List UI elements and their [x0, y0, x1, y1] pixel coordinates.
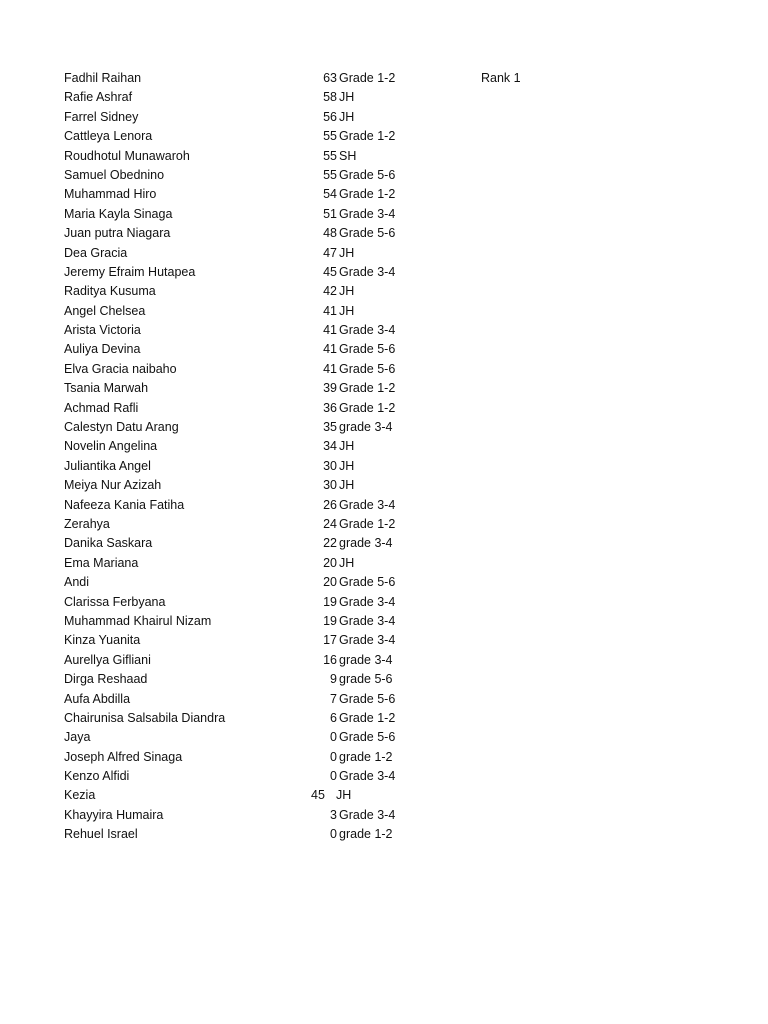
student-grade: Grade 3-4 [339, 769, 396, 784]
table-row [0, 108, 768, 127]
student-grade: Grade 1-2 [339, 516, 396, 531]
student-name: Elva Gracia naibaho [64, 361, 177, 376]
student-grade: Grade 3-4 [339, 206, 396, 221]
table-row [0, 554, 768, 573]
student-grade: Grade 3-4 [339, 633, 396, 648]
student-grade: Grade 1-2 [339, 129, 396, 144]
table-row [0, 515, 768, 534]
student-score: 20 [323, 575, 337, 590]
table-row [0, 786, 768, 805]
student-score: 19 [323, 594, 337, 609]
table-row [0, 806, 768, 825]
table-row [0, 399, 768, 418]
student-name: Farrel Sidney [64, 109, 139, 124]
student-grade: Grade 5-6 [339, 730, 396, 745]
student-name: Clarissa Ferbyana [64, 594, 166, 609]
student-grade: Grade 3-4 [339, 323, 396, 338]
student-name: Jeremy Efraim Hutapea [64, 264, 196, 279]
student-name: Juliantika Angel [64, 458, 151, 473]
student-grade: Grade 5-6 [339, 361, 396, 376]
student-score: 54 [323, 187, 337, 202]
student-grade: Grade 3-4 [339, 613, 396, 628]
table-row [0, 709, 768, 728]
table-row [0, 302, 768, 321]
student-name: Calestyn Datu Arang [64, 420, 179, 435]
student-name: Dea Gracia [64, 245, 128, 260]
student-name: Kinza Yuanita [64, 633, 141, 648]
table-row [0, 573, 768, 592]
student-grade: JH [339, 109, 355, 124]
student-score: 48 [323, 226, 337, 241]
student-score: 42 [323, 284, 337, 299]
student-grade: JH [339, 245, 355, 260]
table-row [0, 476, 768, 495]
table-row [0, 670, 768, 689]
student-score: 51 [323, 206, 337, 221]
student-grade: Grade 5-6 [339, 342, 396, 357]
table-row [0, 631, 768, 650]
student-name: Rehuel Israel [64, 827, 138, 842]
table-row [0, 166, 768, 185]
student-grade: SH [339, 148, 357, 163]
student-grade: Grade 1-2 [339, 710, 396, 725]
student-score: 55 [323, 167, 337, 182]
student-score: 30 [323, 478, 337, 493]
student-grade: JH [339, 284, 355, 299]
student-score: 35 [323, 420, 337, 435]
student-grade: grade 5-6 [339, 672, 393, 687]
student-grade: Grade 5-6 [339, 575, 396, 590]
student-name: Muhammad Khairul Nizam [64, 613, 212, 628]
student-name: Novelin Angelina [64, 439, 158, 454]
rank-label: Rank 1 [481, 71, 521, 85]
table-row [0, 360, 768, 379]
student-name: Jaya [64, 730, 91, 745]
student-grade: Grade 1-2 [339, 400, 396, 415]
table-row [0, 593, 768, 612]
student-score: 63 [323, 71, 337, 85]
table-row [0, 748, 768, 767]
table-row [0, 185, 768, 204]
student-name: Kezia [64, 788, 96, 803]
table-row [0, 263, 768, 282]
student-name: Meiya Nur Azizah [64, 478, 162, 493]
student-score: 45 [323, 264, 337, 279]
student-grade: Grade 3-4 [339, 264, 396, 279]
table-row [0, 534, 768, 553]
student-name: Raditya Kusuma [64, 284, 156, 299]
student-score: 34 [323, 439, 337, 454]
student-score: 47 [323, 245, 337, 260]
table-row [0, 728, 768, 747]
student-name: Nafeeza Kania Fatiha [64, 497, 185, 512]
student-name: Cattleya Lenora [64, 129, 153, 144]
table-row [0, 69, 768, 88]
table-row [0, 437, 768, 456]
student-score: 55 [323, 148, 337, 163]
student-name: Samuel Obednino [64, 167, 165, 182]
student-name: Fadhil Raihan [64, 71, 142, 85]
student-score: 6 [330, 710, 337, 725]
student-score: 17 [323, 633, 337, 648]
student-name: Andi [64, 575, 90, 590]
student-name: Rafie Ashraf [64, 90, 133, 105]
student-name: Arista Victoria [64, 323, 141, 338]
student-name: Aurellya Gifliani [64, 652, 151, 667]
student-name: Kenzo Alfidi [64, 769, 130, 784]
student-grade: Grade 1-2 [339, 71, 396, 85]
table-row [0, 282, 768, 301]
student-name: Chairunisa Salsabila Diandra [64, 710, 226, 725]
table-row [0, 205, 768, 224]
student-name: Tsania Marwah [64, 381, 149, 396]
student-grade: JH [339, 439, 355, 454]
student-grade: grade 3-4 [339, 420, 393, 435]
student-grade: Grade 5-6 [339, 226, 396, 241]
table-row [0, 127, 768, 146]
student-score: 26 [323, 497, 337, 512]
table-row [0, 88, 768, 107]
student-score: 56 [323, 109, 337, 124]
table-row [0, 321, 768, 340]
student-grade: JH [339, 478, 355, 493]
student-grade: JH [339, 458, 355, 473]
student-score: 55 [323, 129, 337, 144]
student-grade: Grade 5-6 [339, 691, 396, 706]
student-score: 39 [323, 381, 337, 396]
student-name: Achmad Rafli [64, 400, 139, 415]
student-score: 0 [330, 769, 337, 784]
student-score: 16 [323, 652, 337, 667]
student-score: 58 [323, 90, 337, 105]
student-grade: Grade 1-2 [339, 187, 396, 202]
student-score: 45 [311, 788, 325, 803]
student-score: 0 [330, 827, 337, 842]
student-name: Khayyira Humaira [64, 807, 164, 822]
student-grade: Grade 3-4 [339, 594, 396, 609]
student-grade: grade 1-2 [339, 827, 393, 842]
table-row [0, 690, 768, 709]
student-grade: JH [339, 303, 355, 318]
table-row [0, 418, 768, 437]
student-name: Zerahya [64, 516, 110, 531]
student-grade: grade 1-2 [339, 749, 393, 764]
student-name: Ema Mariana [64, 555, 139, 570]
student-name: Joseph Alfred Sinaga [64, 749, 183, 764]
student-score: 22 [323, 536, 337, 551]
student-score: 36 [323, 400, 337, 415]
student-grade: Grade 3-4 [339, 497, 396, 512]
student-score: 19 [323, 613, 337, 628]
table-row [0, 379, 768, 398]
score-sheet [0, 69, 768, 845]
student-name: Roudhotul Munawaroh [64, 148, 190, 163]
table-row [0, 496, 768, 515]
student-score: 41 [323, 361, 337, 376]
student-score: 3 [330, 807, 337, 822]
table-row [0, 651, 768, 670]
student-score: 41 [323, 323, 337, 338]
student-score: 41 [323, 342, 337, 357]
table-row [0, 224, 768, 243]
student-grade: grade 3-4 [339, 652, 393, 667]
student-grade: JH [339, 90, 355, 105]
table-row [0, 147, 768, 166]
student-name: Angel Chelsea [64, 303, 146, 318]
table-row [0, 244, 768, 263]
student-score: 0 [330, 749, 337, 764]
table-row [0, 767, 768, 786]
student-score: 20 [323, 555, 337, 570]
student-name: Aufa Abdilla [64, 691, 131, 706]
student-name: Dirga Reshaad [64, 672, 148, 687]
student-name: Danika Saskara [64, 536, 153, 551]
table-row [0, 457, 768, 476]
student-name: Auliya Devina [64, 342, 141, 357]
student-grade: grade 3-4 [339, 536, 393, 551]
student-grade: JH [339, 555, 355, 570]
table-row [0, 340, 768, 359]
student-grade: Grade 5-6 [339, 167, 396, 182]
student-name: Maria Kayla Sinaga [64, 206, 173, 221]
student-score: 7 [330, 691, 337, 706]
student-score: 9 [330, 672, 337, 687]
student-name: Juan putra Niagara [64, 226, 171, 241]
student-grade: JH [336, 788, 352, 803]
student-name: Muhammad Hiro [64, 187, 157, 202]
student-grade: Grade 3-4 [339, 807, 396, 822]
student-score: 0 [330, 730, 337, 745]
table-row [0, 612, 768, 631]
table-row [0, 825, 768, 844]
student-score: 24 [323, 516, 337, 531]
student-grade: Grade 1-2 [339, 381, 396, 396]
student-score: 30 [323, 458, 337, 473]
student-score: 41 [323, 303, 337, 318]
